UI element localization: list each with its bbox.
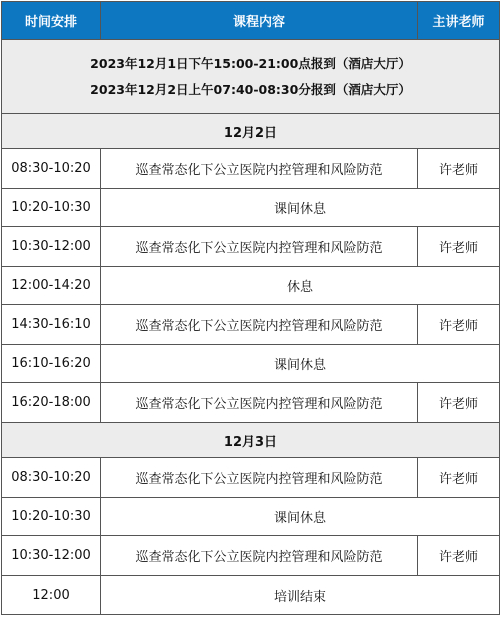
day-label: 12月2日: [2, 114, 500, 149]
course-cell: 巡查常态化下公立医院内控管理和风险防范: [101, 305, 418, 345]
header-row: [2, 2, 500, 40]
course-cell: 巡查常态化下公立医院内控管理和风险防范: [101, 149, 418, 189]
schedule-row: [2, 149, 500, 189]
teacher-cell: 许老师: [418, 536, 500, 576]
schedule-row: [2, 458, 500, 498]
time-cell: 10:20-10:30: [2, 498, 101, 536]
teacher-cell: 许老师: [418, 149, 500, 189]
course-cell: 巡查常态化下公立医院内控管理和风险防范: [101, 536, 418, 576]
schedule-row: [2, 305, 500, 345]
teacher-cell: 许老师: [418, 227, 500, 267]
registration-notice-line-1: 2023年12月1日下午15:00-21:00点报到（酒店大厅）: [90, 55, 411, 71]
schedule-row: [2, 227, 500, 267]
time-cell: 10:30-12:00: [2, 227, 101, 267]
day-label: 12月3日: [2, 423, 500, 458]
teacher-cell: 许老师: [418, 383, 500, 423]
break-cell: 课间休息: [101, 345, 500, 383]
break-cell: 课间休息: [101, 189, 500, 227]
time-cell: 10:20-10:30: [2, 189, 101, 227]
teacher-cell: 许老师: [418, 458, 500, 498]
break-row: [2, 498, 500, 536]
header-teacher: 主讲老师: [418, 2, 500, 40]
time-cell: 16:10-16:20: [2, 345, 101, 383]
break-row: [2, 267, 500, 305]
schedule-row: [2, 536, 500, 576]
break-row: [2, 345, 500, 383]
time-cell: 10:30-12:00: [2, 536, 101, 576]
time-cell: 16:20-18:00: [2, 383, 101, 423]
time-cell: 12:00-14:20: [2, 267, 101, 305]
registration-notice-line-2: 2023年12月2日上午07:40-08:30分报到（酒店大厅）: [90, 81, 411, 97]
day-header-row: [2, 114, 500, 149]
course-cell: 巡查常态化下公立医院内控管理和风险防范: [101, 383, 418, 423]
time-cell: 08:30-10:20: [2, 149, 101, 189]
day-header-row: [2, 423, 500, 458]
end-row: [2, 576, 500, 615]
schedule-table: [1, 1, 500, 615]
time-cell: 12:00: [2, 576, 101, 615]
registration-notice: [2, 40, 500, 114]
header-time: 时间安排: [2, 2, 101, 40]
header-course: 课程内容: [101, 2, 418, 40]
break-cell: 休息: [101, 267, 500, 305]
teacher-cell: 许老师: [418, 305, 500, 345]
time-cell: 14:30-16:10: [2, 305, 101, 345]
time-cell: 08:30-10:20: [2, 458, 101, 498]
registration-notice-row: [2, 40, 500, 114]
schedule-row: [2, 383, 500, 423]
course-cell: 巡查常态化下公立医院内控管理和风险防范: [101, 227, 418, 267]
break-row: [2, 189, 500, 227]
break-cell: 课间休息: [101, 498, 500, 536]
end-cell: 培训结束: [101, 576, 500, 615]
course-cell: 巡查常态化下公立医院内控管理和风险防范: [101, 458, 418, 498]
